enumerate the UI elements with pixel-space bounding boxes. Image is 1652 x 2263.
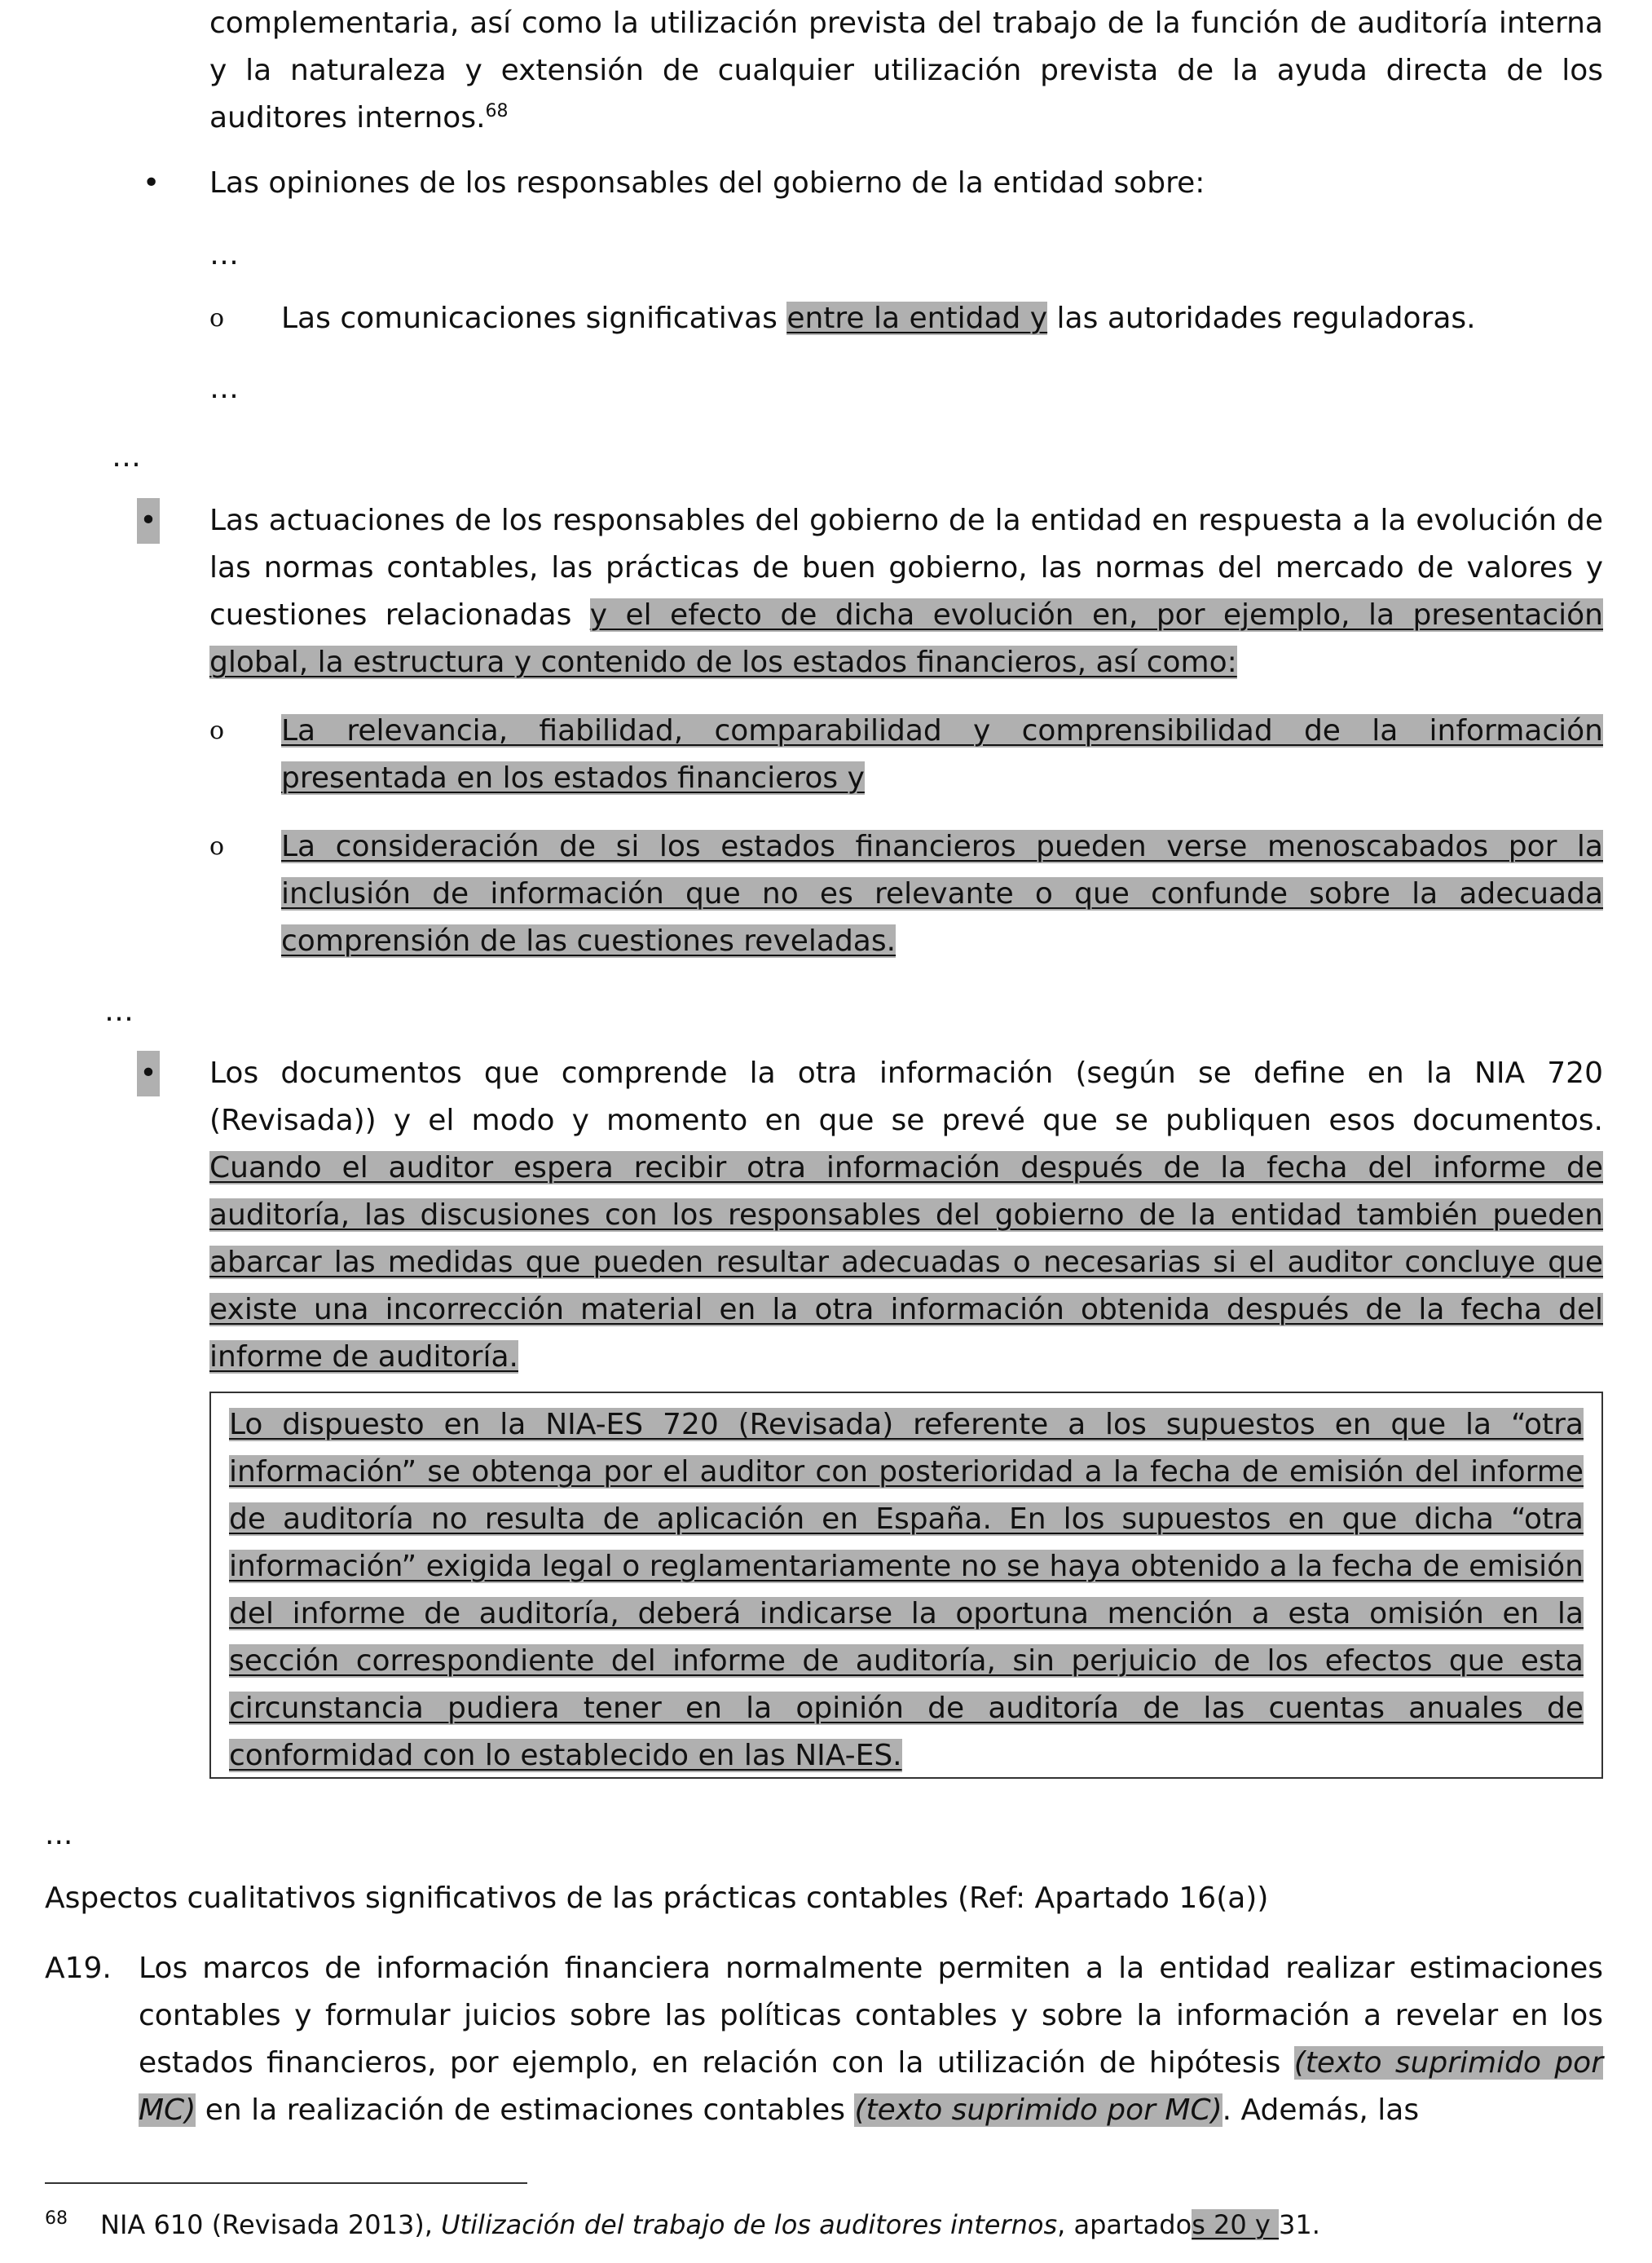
highlighted-text: Cuando el auditor espera recibir otra información después de la fecha del informe de auditoría, las discusiones con los responsables del gobierno de la entidad también pueden abarcar las medidas que pueden resultar adecuadas o necesarias si el auditor concluye que existe una incorrección material en la otra información obtenida después de la fecha del informe de auditoría.	[209, 1151, 1603, 1374]
bullet-marker-highlighted: •	[137, 1050, 160, 1097]
ellipsis: …	[209, 372, 239, 405]
highlighted-text: y el efecto de dicha evolución en, por ejemplo, la presentación global, la estructura y contenido de los estados financieros, así como:	[209, 598, 1603, 679]
footnote-68: $^{68}$ NIA 610 (Revisada 2013), Utilización del trabajo de los auditores internos, apartados 20 y 31.	[45, 2208, 1320, 2240]
bullet-item-actuaciones: Las actuaciones de los responsables del gobierno de la entidad en respuesta a la evolución de las normas contables, las prácticas de buen gobierno, las normas del mercado de valores y cuestiones relacionadas y el efecto de dicha evolución en, por ejemplo, la presentación global, la estructura y contenido de los estados financieros, así como:	[209, 504, 1603, 679]
sub-bullet-marker: o	[209, 304, 225, 333]
footnote-number: 68	[45, 2208, 68, 2230]
section-heading: Aspectos cualitativos significativos de las prácticas contables (Ref: Apartado 16(a))	[45, 1881, 1269, 1915]
highlighted-text: La consideración de si los estados financieros pueden verse menoscabados por la inclusión de información que no es relevante o que confunde sobre la adecuada comprensión de las cuestiones reveladas.	[281, 830, 1603, 958]
ellipsis: …	[209, 238, 239, 271]
highlighted-text: Lo dispuesto en la NIA-ES 720 (Revisada) referente a los supuestos en que la “otra información” se obtenga por el auditor con posterioridad a la fecha de emisión del informe de auditoría no resulta de aplicación en España. En los supuestos en que dicha “otra información” exigida legal o reglamentariamente no se haya obtenido a la fecha de emisión del informe de auditoría, deberá indicarse la oportuna mención a esta omisión en la sección correspondiente del informe de auditoría, sin perjuicio de los efectos que esta circunstancia pudiera tener en la opinión de auditoría de las cuentas anuales de conformidad con lo establecido en las NIA-ES.	[229, 1408, 1584, 1772]
national-note-text	[229, 1401, 1584, 1780]
sub-item-consideracion	[281, 823, 1603, 965]
sub-item-comunicaciones: Las comunicaciones significativas entre la entidad y las autoridades reguladoras.	[281, 302, 1476, 335]
suppressed-text-marker: (texto suprimido por MC)	[139, 2046, 1603, 2127]
highlighted-text: s 20 y	[1192, 2209, 1280, 2240]
suppressed-text-marker: (texto suprimido por MC)	[854, 2093, 1222, 2127]
footnote-reference[interactable]: 68	[485, 101, 509, 121]
sub-bullet-marker: o	[209, 832, 225, 861]
bullet-item-opiniones: Las opiniones de los responsables del gobierno de la entidad sobre:	[209, 166, 1205, 200]
ellipsis: …	[104, 995, 134, 1028]
paragraph-a19: Los marcos de información financiera normalmente permiten a la entidad realizar estimaciones contables y formular juicios sobre las políticas contables y sobre la información a revelar en los estados financieros, por ejemplo, en relación con la utilización de hipótesis (texto suprimido por MC) en la realización de estimaciones contables (texto suprimido por MC). Además, las	[139, 1952, 1603, 2127]
national-note-box	[209, 1392, 1603, 1779]
paragraph-label: A19.	[45, 1952, 112, 1985]
bullet-item-documentos: Los documentos que comprende la otra información (según se define en la NIA 720 (Revisada)) y el modo y momento en que se prevé que se publiquen esos documentos. Cuando el auditor espera recibir otra información después de la fecha del informe de auditoría, las discusiones con los responsables del gobierno de la entidad también pueden abarcar las medidas que pueden resultar adecuadas o necesarias si el auditor concluye que existe una incorrección material en la otra información obtenida después de la fecha del informe de auditoría.	[209, 1057, 1603, 1374]
ellipsis: ...	[45, 1818, 73, 1851]
sub-bullet-marker: o	[209, 717, 225, 745]
ellipsis: …	[112, 440, 141, 474]
highlighted-text: La relevancia, fiabilidad, comparabilidad y comprensibilidad de la información presentada en los estados financieros y	[281, 714, 1603, 795]
bullet-marker-highlighted: •	[137, 497, 160, 545]
highlighted-text: entre la entidad y	[786, 302, 1048, 335]
bullet-marker: •	[143, 166, 161, 200]
sub-item-relevancia	[281, 708, 1603, 802]
footnote-separator	[45, 2182, 527, 2184]
paragraph-continuation: complementaria, así como la utilización prevista del trabajo de la función de auditoría interna y la naturaleza y extensión de cualquier utilización prevista de la ayuda directa de los auditores internos.$^{68}$	[209, 7, 1603, 135]
